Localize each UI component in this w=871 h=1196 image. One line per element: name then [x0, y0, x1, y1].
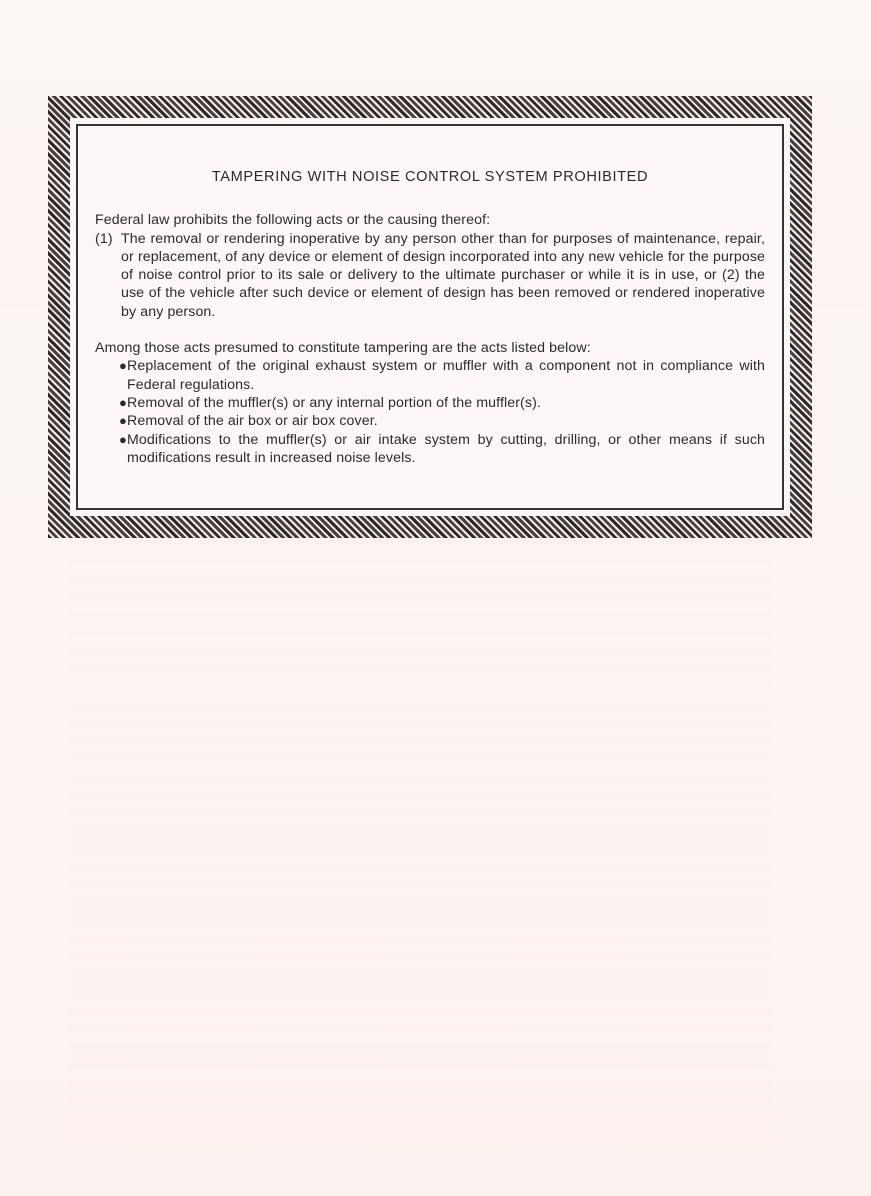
bullet-icon: ● — [119, 358, 127, 374]
notice-intro: Federal law prohibits the following acts or the causing thereof: — [95, 212, 491, 229]
bullet-icon: ● — [119, 431, 127, 447]
list-item-text: Modifications to the muffler(s) or air intake system by cutting, drilling, or other means if such modifications result in increased noise levels. — [127, 431, 765, 466]
notice-content — [95, 160, 765, 467]
numbered-item — [95, 230, 765, 321]
list-item — [119, 412, 765, 430]
acts-intro: Among those acts presumed to constitute tampering are the acts listed below: — [95, 340, 591, 357]
bullet-icon: ● — [119, 413, 127, 429]
item-text: The removal or rendering inoperative by any person other than for purposes of maintenance, repair, or replacement, of any device or element of design incorporated into any new vehicle for the purpose of noise control prior to its sale or delivery to the ultimate purchaser or while it is in use, or (2) the use of the vehicle after such device or element of design has been removed or rendered inoperative by any person. — [121, 230, 765, 320]
list-item-text: Removal of the muffler(s) or any internal portion of the muffler(s). — [127, 394, 541, 411]
bullet-icon: ● — [119, 394, 127, 410]
list-item — [119, 357, 765, 394]
item-number: (1) — [95, 230, 113, 247]
notice-title: TAMPERING WITH NOISE CONTROL SYSTEM PROHIBITED — [211, 169, 649, 185]
list-item-text: Removal of the air box or air box cover. — [127, 413, 378, 430]
tampering-acts-list — [95, 357, 765, 467]
list-item — [119, 431, 765, 468]
list-item — [119, 394, 765, 412]
reverse-side-bleed-through — [70, 540, 770, 1150]
list-item-text: Replacement of the original exhaust system or muffler with a component not in compliance with Federal regulations. — [127, 358, 765, 393]
